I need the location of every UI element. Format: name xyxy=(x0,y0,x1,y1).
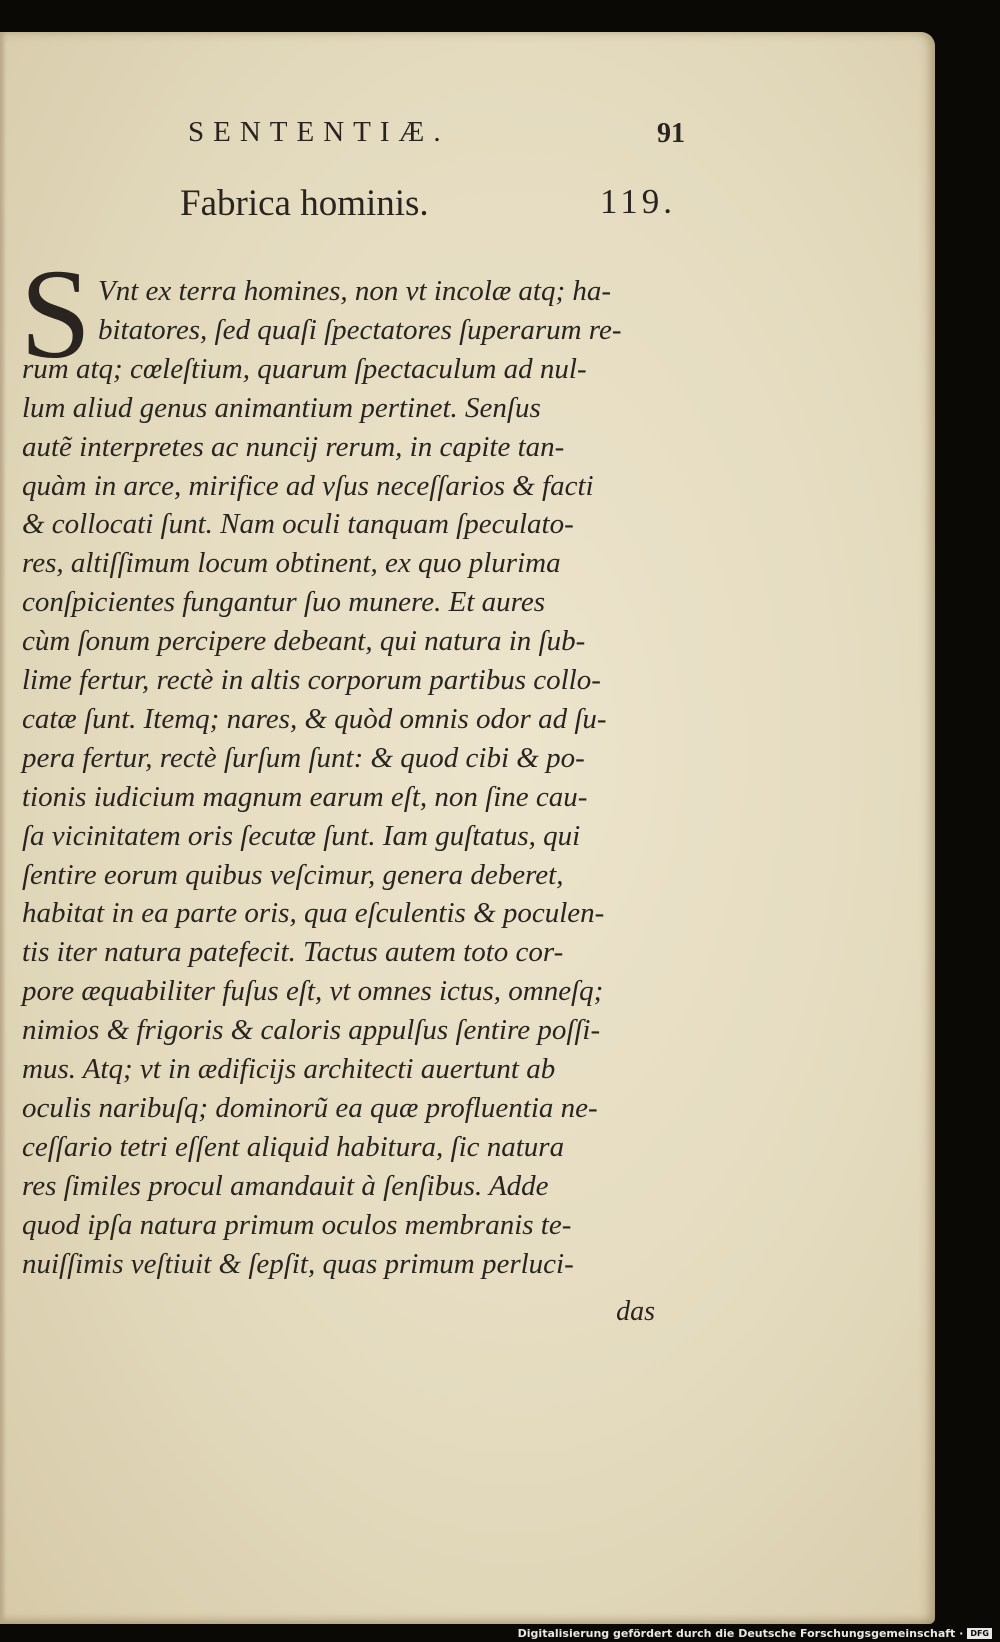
text-line: tionis iudicium magnum earum eſt, non ſine cau- xyxy=(22,780,588,813)
text-line: quod ipſa natura primum oculos membranis te- xyxy=(22,1208,572,1241)
section-number: 119. xyxy=(600,182,676,221)
text-line: & collocati ſunt. Nam oculi tanquam ſpeculato- xyxy=(22,508,574,541)
catchword: das xyxy=(616,1296,655,1327)
text-line: oculis naribuſq; dominorũ ea quæ profluentia ne- xyxy=(22,1091,598,1124)
folio-number: 91 xyxy=(657,118,685,149)
text-line: mus. Atq; vt in ædificijs architecti auertunt ab xyxy=(22,1053,556,1085)
text-line: rum atq; cœleſtium, quarum ſpectaculum ad nul- xyxy=(22,352,587,385)
digitization-footer xyxy=(518,1627,992,1640)
text-line: bitatores, ſed quaſi ſpectatores ſuperarum re- xyxy=(98,313,622,346)
text-line: ſa vicinitatem oris ſecutæ ſunt. Iam guſtatus, qui xyxy=(22,819,581,852)
text-line: Vnt ex terra homines, non vt incolæ atq; ha- xyxy=(98,275,612,307)
text-line: pera fertur, rectè ſurſum ſunt: & quod cibi & po- xyxy=(22,741,585,774)
text-line: cùm ſonum percipere debeant, qui natura in ſub- xyxy=(22,625,586,658)
footer-credit: Digitalisierung gefördert durch die Deutsche Forschungsgemeinschaft · xyxy=(517,1627,964,1640)
text-line: lime fertur, rectè in altis corporum partibus collo- xyxy=(22,664,601,696)
text-line: tis iter natura patefecit. Tactus autem toto cor- xyxy=(22,936,564,969)
text-line: habitat in ea parte oris, qua eſculentis & poculen- xyxy=(22,897,605,930)
text-line: lum aliud genus animantium pertinet. Senſus xyxy=(22,391,541,424)
section-heading: Fabrica hominis. xyxy=(180,183,429,224)
text-line: ceſſario tetri eſſent aliquid habitura, ſic natura xyxy=(22,1130,565,1163)
text-line: res, altiſſimum locum obtinent, ex quo plurima xyxy=(22,547,561,580)
text-line: ſentire eorum quibus veſcimur, genera deberet, xyxy=(22,858,564,891)
text-line: conſpicientes fungantur ſuo munere. Et aures xyxy=(22,586,545,619)
text-line: res ſimiles procul amandauit à ſenſibus. Adde xyxy=(22,1169,549,1202)
page-gutter-shadow xyxy=(0,32,6,1624)
text-line: nimios & frigoris & caloris appulſus ſentire poſſi- xyxy=(22,1014,601,1047)
text-line: autẽ interpretes ac nuncij rerum, in capite tan- xyxy=(22,430,565,463)
text-line: catæ ſunt. Itemq; nares, & quòd omnis odor ad ſu- xyxy=(22,702,607,735)
book-page xyxy=(0,32,935,1624)
text-line: quàm in arce, mirifice ad vſus neceſſarios & facti xyxy=(22,469,594,502)
dfg-logo-icon: DFG xyxy=(967,1628,992,1639)
text-line: pore æquabiliter fuſus eſt, vt omnes ictus, omneſq; xyxy=(22,975,604,1008)
drop-cap: S xyxy=(20,243,92,385)
text-line: nuiſſimis veſtiuit & ſepſit, quas primum perluci- xyxy=(22,1247,574,1280)
running-head: SENTENTIÆ. xyxy=(188,116,450,148)
